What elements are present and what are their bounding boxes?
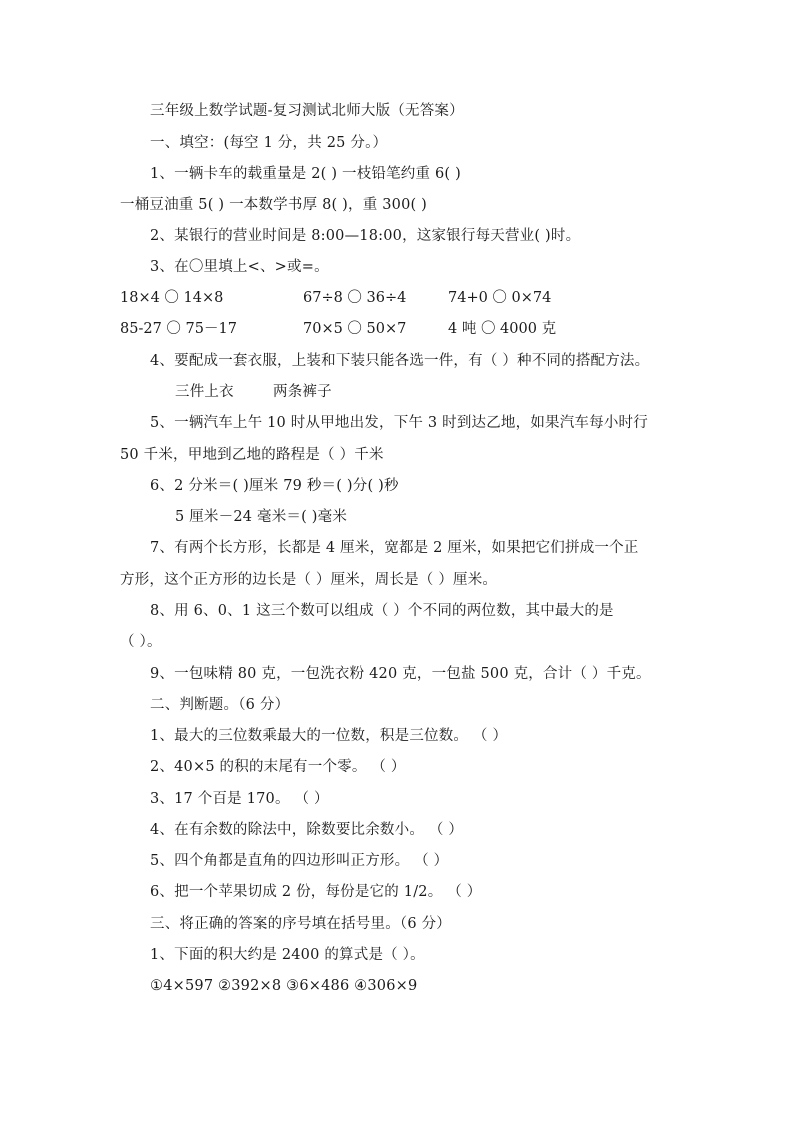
question-7-line-2: 方形，这个正方形的边长是（ ）厘米，周长是（ ）厘米。 <box>120 572 498 588</box>
compare-item: 85-27 〇 75－17 <box>120 321 237 337</box>
compare-item: 18×4 〇 14×8 <box>120 290 224 306</box>
question-4-item: 三件上衣 <box>175 384 234 400</box>
document-title: 三年级上数学试题-复习测试北师大版（无答案） <box>150 103 464 119</box>
question-9: 9、一包味精 80 克，一包洗衣粉 420 克，一包盐 500 克，合计（ ）千克。 <box>150 666 651 682</box>
question-7-line-1: 7、有两个长方形，长都是 4 厘米，宽都是 2 厘米，如果把它们拼成一个正 <box>150 540 639 556</box>
judgment-item: 5、四个角都是直角的四边形叫正方形。 （ ） <box>150 853 449 869</box>
compare-item: 67÷8 〇 36÷4 <box>303 290 407 306</box>
compare-item: 70×5 〇 50×7 <box>303 321 407 337</box>
compare-item: 4 吨 〇 4000 克 <box>448 321 557 337</box>
question-4-item: 两条裤子 <box>273 384 332 400</box>
section2-heading: 二、判断题。（6 分） <box>150 697 290 713</box>
section1-heading: 一、填空：(每空 1 分，共 25 分。） <box>150 135 388 151</box>
judgment-item: 2、40×5 的积的末尾有一个零。 （ ） <box>150 759 406 775</box>
choice-question-1-options: ①4×597 ②392×8 ③6×486 ④306×9 <box>150 978 418 994</box>
question-5-line-2: 50 千米，甲地到乙地的路程是（ ）千米 <box>120 447 384 463</box>
question-5-line-1: 5、一辆汽车上午 10 时从甲地出发，下午 3 时到达乙地，如果汽车每小时行 <box>150 415 648 431</box>
judgment-item: 4、在有余数的除法中，除数要比余数小。 （ ） <box>150 822 464 838</box>
judgment-item: 1、最大的三位数乘最大的一位数，积是三位数。 （ ） <box>150 728 508 744</box>
question-8-line-1: 8、用 6、0、1 这三个数可以组成（ ）个不同的两位数，其中最大的是 <box>150 603 614 619</box>
judgment-item: 6、把一个苹果切成 2 份，每份是它的 1/2。 （ ） <box>150 884 482 900</box>
judgment-item: 3、17 个百是 170。 （ ） <box>150 791 329 807</box>
question-8-line-2: （ ）。 <box>120 634 162 650</box>
question-6-line-2: 5 厘米－24 毫米＝( )毫米 <box>175 509 348 525</box>
choice-question-1: 1、下面的积大约是 2400 的算式是（ ）。 <box>150 947 425 963</box>
compare-item: 74+0 〇 0×74 <box>448 290 552 306</box>
question-6-line-1: 6、2 分米＝( )厘米 79 秒＝( )分( )秒 <box>150 478 399 494</box>
question-2: 2、某银行的营业时间是 8:00—18:00，这家银行每天营业( )时。 <box>150 228 581 244</box>
question-1-line-1: 1、一辆卡车的载重量是 2( ) 一枝铅笔约重 6( ) <box>150 166 461 182</box>
question-4: 4、要配成一套衣服，上装和下装只能各选一件，有（ ）种不同的搭配方法。 <box>150 353 650 369</box>
question-3: 3、在〇里填上<、>或=。 <box>150 259 329 275</box>
section3-heading: 三、将正确的答案的序号填在括号里。（6 分） <box>150 916 451 932</box>
question-1-line-2: 一桶豆油重 5( ) 一本数学书厚 8( )，重 300( ) <box>120 197 428 213</box>
